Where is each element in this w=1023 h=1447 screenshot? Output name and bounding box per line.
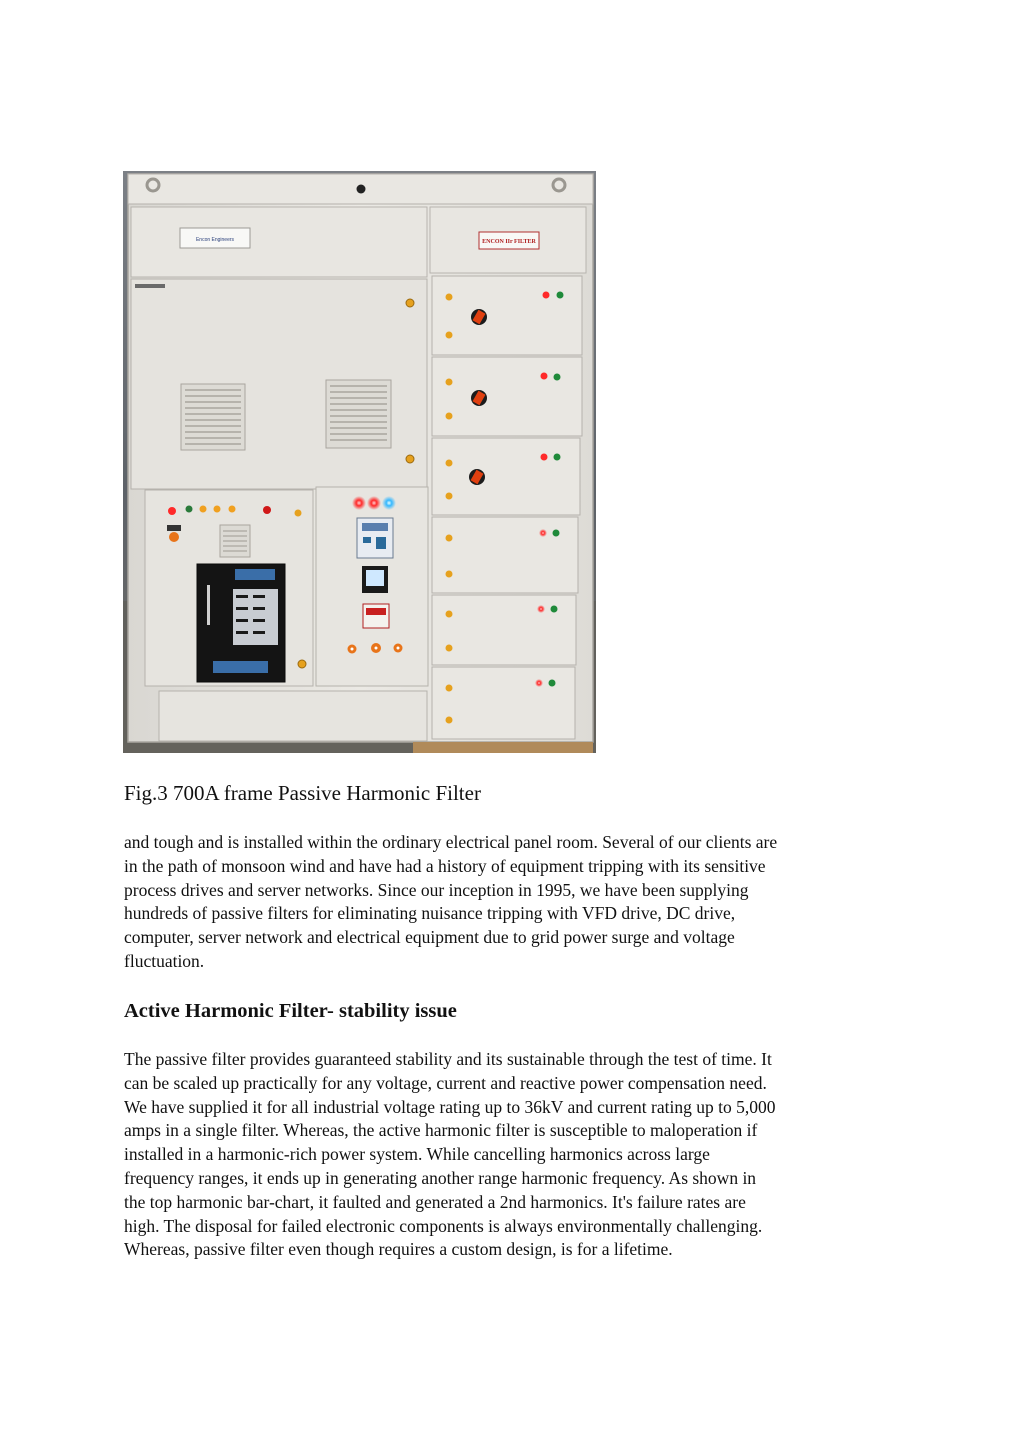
text-line: computer, server network and electrical equipment due to grid power surge and voltage <box>124 927 735 948</box>
vent-louvre-left <box>181 384 245 450</box>
text-line: The passive filter provides guaranteed stability and its sustainable through the test of time. It <box>124 1049 772 1069</box>
indicator-red-icon <box>367 496 381 510</box>
feeder-module <box>432 438 580 515</box>
nameplate-encon-text: Encon Engineers <box>195 237 235 243</box>
feeder-module <box>432 667 575 739</box>
door-lock-icon <box>406 299 414 307</box>
text-line: high. The disposal for failed electronic components is always environmentally challenging. <box>124 1215 763 1236</box>
text-line: installed in a harmonic-rich power system. While cancelling harmonics across large <box>124 1144 710 1165</box>
vent-louvre-right <box>326 380 391 448</box>
text-line: hundreds of passive filters for eliminating nuisance tripping with VFD drive, DC drive, <box>124 903 736 924</box>
indicator-red-icon <box>352 496 366 510</box>
text-line: and tough and is installed within the ordinary electrical panel room. Several of our clients are <box>124 832 778 852</box>
feeder-module <box>432 357 582 436</box>
door-lock-icon <box>406 455 414 463</box>
text-line: can be scaled up practically for any voltage, current and reactive power compensation need. <box>124 1072 767 1093</box>
indicator-blue-icon <box>382 496 396 510</box>
text-line: the top harmonic bar-chart, it faulted and generated a 2nd harmonics. It's failure rates are <box>124 1191 746 1212</box>
top-hole-icon <box>357 185 366 194</box>
feeder-module <box>432 276 582 355</box>
paragraph-body-1 <box>124 831 914 974</box>
text-line: process drives and server networks. Since our inception in 1995, we have been supplying <box>124 879 749 900</box>
bottom-plinth <box>159 691 427 741</box>
text-line: fluctuation. <box>124 950 205 971</box>
nameplate-filter-text: ENCON IIr FILTER <box>482 239 536 245</box>
door-lock-icon <box>298 660 306 668</box>
feeder-module <box>432 595 576 665</box>
meter-label <box>363 604 389 628</box>
pallet <box>413 742 593 753</box>
panel-photo <box>123 171 596 753</box>
paragraph-body-2 <box>124 1048 914 1262</box>
label-door <box>131 207 427 277</box>
text-line: in the path of monsoon wind and have had a history of equipment tripping with its sensitive <box>124 855 766 876</box>
section-heading: Active Harmonic Filter- stability issue <box>124 1000 457 1022</box>
figure-caption: Fig.3 700A frame Passive Harmonic Filter <box>124 781 481 805</box>
text-line: We have supplied it for all industrial voltage rating up to 36kV and current rating up to 5,000 <box>124 1096 776 1117</box>
text-line: amps in a single filter. Whereas, the active harmonic filter is susceptible to maloperation if <box>124 1120 758 1141</box>
text-line: Whereas, passive filter even though requires a custom design, is for a lifetime. <box>124 1239 673 1260</box>
selector-knob-icon <box>169 532 179 542</box>
text-line: frequency ranges, it ends up in generating another range harmonic frequency. As shown in <box>124 1167 757 1188</box>
feeder-module <box>432 517 578 593</box>
